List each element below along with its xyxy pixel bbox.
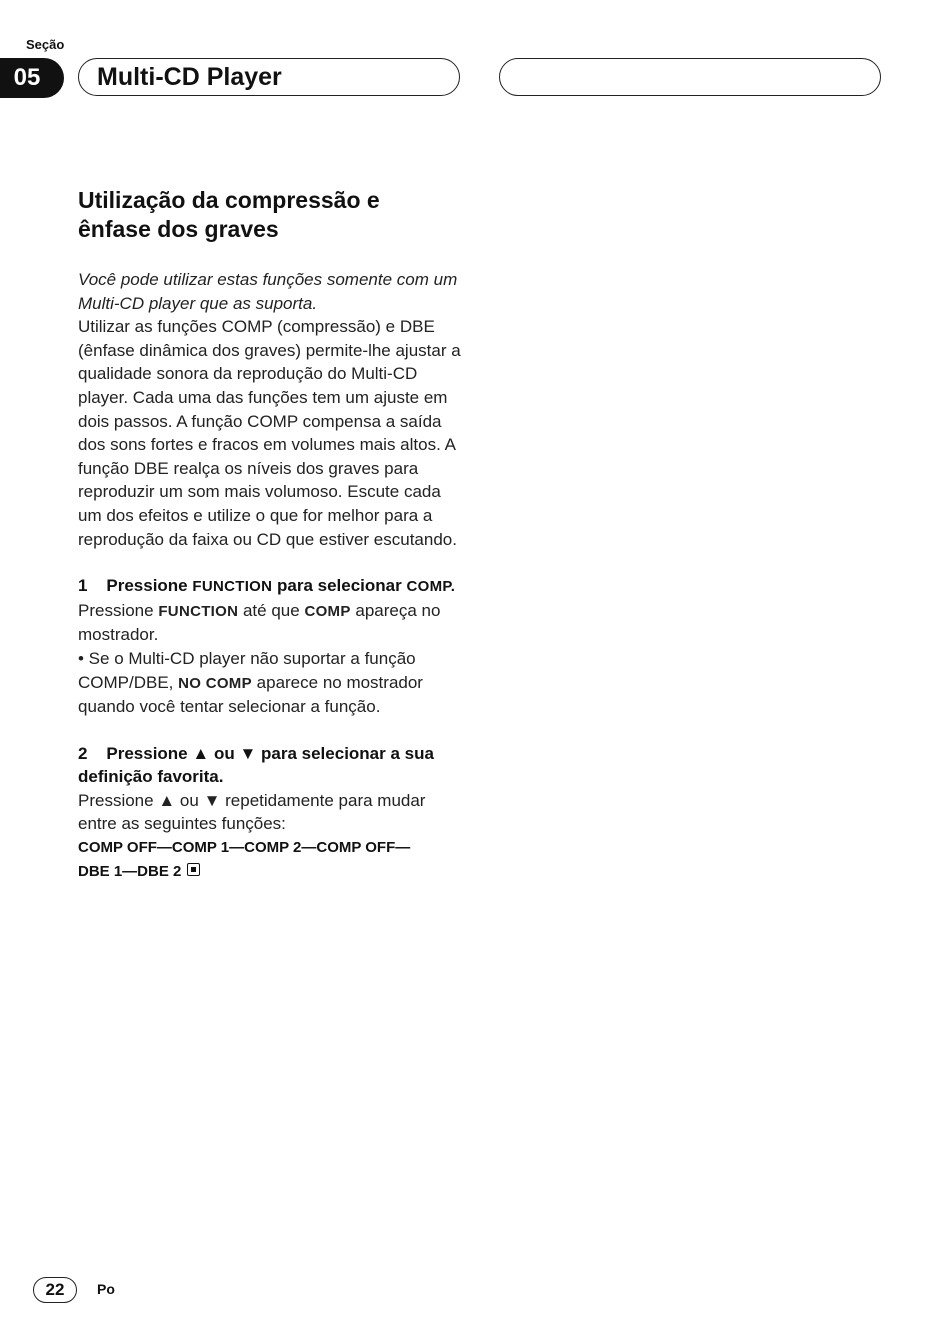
up-arrow-icon: ▲ [192, 743, 210, 763]
step-2-heading-or: ou [213, 743, 235, 763]
step-1-heading [78, 574, 466, 599]
step-1-heading-text-a: Pressione [106, 576, 188, 596]
step-1-heading-text-b: para selecionar [277, 576, 402, 596]
step-1-heading-text-c: COMP. [406, 578, 456, 596]
step-2-heading [78, 742, 466, 789]
article [78, 186, 466, 883]
step-1-note [78, 647, 466, 719]
step-2-number: 2 [78, 743, 88, 763]
step-1-body-c: apareça no mostrador. [78, 600, 441, 645]
section-number-tab: 05 [0, 58, 64, 98]
step-2-body-b: repetidamente para mudar entre as seguintes funções: [78, 790, 426, 834]
step-2-body-a: Pressione [78, 790, 154, 810]
step-2-body-or: ou [179, 790, 199, 810]
down-arrow-icon: ▼ [239, 743, 257, 763]
heading-line-1: Utilização da compressão e [78, 187, 380, 213]
function-key-label: FUNCTION [192, 578, 273, 596]
step-1-body-key-function: FUNCTION [158, 602, 239, 620]
mode-sequence-line-2-text: DBE 1—DBE 2 [78, 862, 182, 880]
page-title: Multi-CD Player [78, 58, 460, 96]
up-arrow-icon: ▲ [158, 790, 176, 810]
section-label: Seção [26, 37, 65, 52]
step-1-note-b: aparece no mostrador quando você tentar selecionar a função. [78, 672, 423, 717]
step-2-heading-b: para selecionar a sua definição favorita. [78, 743, 434, 787]
step-1-note-a: • Se o Multi-CD player não suportar a função COMP/DBE, [78, 648, 416, 692]
intro-body: Utilizar as funções COMP (compressão) e DBE (ênfase dinâmica dos graves) permite-lhe ajustar a qualidade sonora da reprodução do Multi-CD player. Cada uma das funções tem um ajuste em dois passos. A função COMP compensa a saída dos sons fortes e fracos em volumes mais altos. A função DBE realça os níveis dos graves para reproduzir um som mais volumoso. Escute cada um dos efeitos e utilize o que for melhor para a reprodução da faixa ou CD que estiver escutando. [78, 317, 461, 549]
step-2-heading-a: Pressione [106, 743, 188, 763]
heading-line-2: ênfase dos graves [78, 216, 279, 242]
step-1-body [78, 599, 466, 647]
step-1-number: 1 [78, 576, 88, 596]
mode-sequence-line-2 [78, 860, 466, 884]
mode-sequence-line-1: COMP OFF—COMP 1—COMP 2—COMP OFF— [78, 839, 411, 857]
language-code: Po [97, 1281, 115, 1297]
step-2-body [78, 789, 466, 836]
title-box-empty [499, 58, 881, 96]
end-of-section-icon [187, 863, 200, 876]
step-1-body-b: até que [242, 600, 300, 620]
step-1-note-key: NO COMP [178, 674, 252, 692]
step-1-body-key-comp: COMP [304, 602, 351, 620]
article-heading [78, 186, 466, 244]
page-number: 22 [33, 1277, 77, 1303]
intro-italic: Você pode utilizar estas funções somente com um Multi-CD player que as suporta. [78, 270, 458, 313]
down-arrow-icon: ▼ [203, 790, 221, 810]
step-1-body-a: Pressione [78, 600, 154, 620]
